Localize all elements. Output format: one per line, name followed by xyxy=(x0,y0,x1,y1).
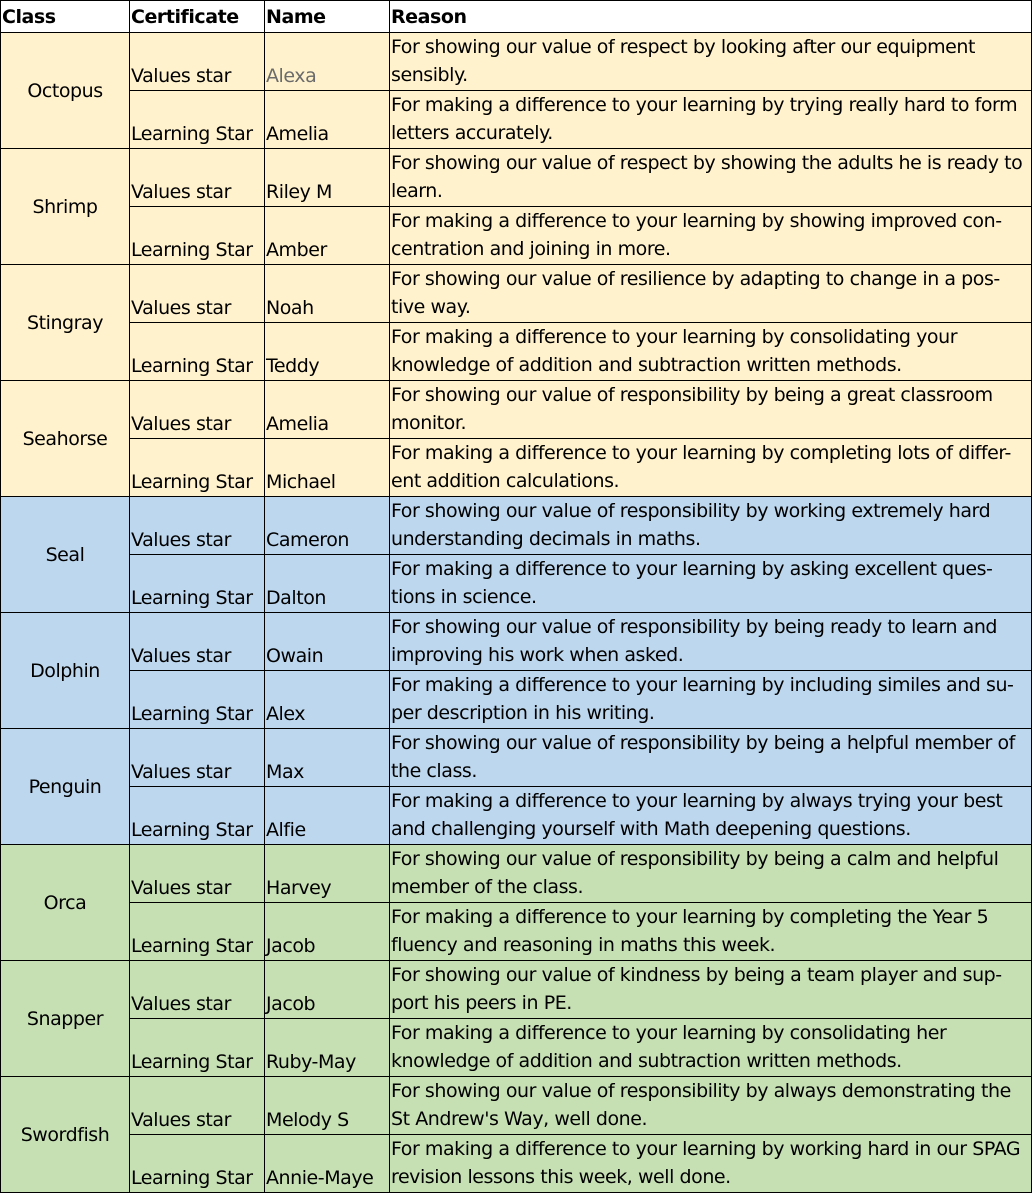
table-row xyxy=(1,1077,1032,1135)
name-cell: Alex xyxy=(265,671,390,729)
table-row xyxy=(1,845,1032,903)
table-row xyxy=(1,207,1032,265)
header-name: Name xyxy=(265,1,390,33)
name-cell: Harvey xyxy=(265,845,390,903)
certificate-cell: Learning Star xyxy=(130,323,265,381)
table-row xyxy=(1,903,1032,961)
certificate-cell: Learning Star xyxy=(130,1019,265,1077)
reason-cell: For showing our value of responsibility by being a great classroom monitor. xyxy=(390,381,1032,439)
reason-cell: For making a difference to your learning by working hard in our SPAG revision lessons this week, well done. xyxy=(390,1135,1032,1193)
reason-cell: For making a difference to your learning by consolidating her knowledge of addition and subtraction written methods. xyxy=(390,1019,1032,1077)
name-cell: Amber xyxy=(265,207,390,265)
class-cell: Seahorse xyxy=(1,381,130,497)
reason-cell: For making a difference to your learning by completing lots of differ-ent addition calculations. xyxy=(390,439,1032,497)
certificate-cell: Values star xyxy=(130,265,265,323)
class-cell: Stingray xyxy=(1,265,130,381)
reason-cell: For showing our value of respect by looking after our equipment sensibly. xyxy=(390,33,1032,91)
table-row xyxy=(1,91,1032,149)
certificate-cell: Learning Star xyxy=(130,207,265,265)
reason-cell: For making a difference to your learning by consolidating your knowledge of addition and subtraction written methods. xyxy=(390,323,1032,381)
table-body xyxy=(1,33,1032,1193)
table-row xyxy=(1,33,1032,91)
name-cell: Melody S xyxy=(265,1077,390,1135)
certificate-cell: Learning Star xyxy=(130,787,265,845)
table-row xyxy=(1,1019,1032,1077)
table-row xyxy=(1,497,1032,555)
table-row xyxy=(1,613,1032,671)
name-cell: Ruby-May xyxy=(265,1019,390,1077)
table-row xyxy=(1,381,1032,439)
class-cell: Snapper xyxy=(1,961,130,1077)
reason-cell: For showing our value of responsibility by always demonstrating the St Andrew's Way, well done. xyxy=(390,1077,1032,1135)
name-cell: Owain xyxy=(265,613,390,671)
table-row xyxy=(1,265,1032,323)
class-cell: Orca xyxy=(1,845,130,961)
reason-cell: For showing our value of responsibility by being a calm and helpful member of the class. xyxy=(390,845,1032,903)
name-cell: Alfie xyxy=(265,787,390,845)
table-row xyxy=(1,555,1032,613)
certificate-cell: Values star xyxy=(130,729,265,787)
name-cell: Annie-Maye xyxy=(265,1135,390,1193)
class-cell: Seal xyxy=(1,497,130,613)
name-cell: Teddy xyxy=(265,323,390,381)
table-row xyxy=(1,149,1032,207)
name-cell: Jacob xyxy=(265,903,390,961)
reason-cell: For making a difference to your learning by trying really hard to form letters accurately. xyxy=(390,91,1032,149)
table-row xyxy=(1,323,1032,381)
reason-cell: For making a difference to your learning by showing improved con-centration and joining in more. xyxy=(390,207,1032,265)
name-cell: Amelia xyxy=(265,381,390,439)
reason-cell: For showing our value of kindness by being a team player and sup-port his peers in PE. xyxy=(390,961,1032,1019)
table-row xyxy=(1,787,1032,845)
name-cell: Alexa xyxy=(265,33,390,91)
table-row xyxy=(1,439,1032,497)
class-cell: Dolphin xyxy=(1,613,130,729)
certificate-cell: Learning Star xyxy=(130,671,265,729)
class-cell: Swordfish xyxy=(1,1077,130,1193)
header-reason: Reason xyxy=(390,1,1032,33)
name-cell: Max xyxy=(265,729,390,787)
certificate-cell: Learning Star xyxy=(130,903,265,961)
header-row xyxy=(1,1,1032,33)
table-row xyxy=(1,671,1032,729)
reason-cell: For showing our value of responsibility by working extremely hard understanding decimals in maths. xyxy=(390,497,1032,555)
certificate-cell: Learning Star xyxy=(130,1135,265,1193)
reason-cell: For making a difference to your learning by always trying your best and challenging yourself with Math deepening questions. xyxy=(390,787,1032,845)
class-cell: Shrimp xyxy=(1,149,130,265)
name-cell: Riley M xyxy=(265,149,390,207)
header-class: Class xyxy=(1,1,130,33)
certificate-cell: Learning Star xyxy=(130,555,265,613)
table-header xyxy=(1,1,1032,33)
certificate-cell: Learning Star xyxy=(130,439,265,497)
name-cell: Noah xyxy=(265,265,390,323)
certificate-cell: Values star xyxy=(130,497,265,555)
class-cell: Penguin xyxy=(1,729,130,845)
certificate-cell: Values star xyxy=(130,1077,265,1135)
name-cell: Michael xyxy=(265,439,390,497)
certificate-cell: Values star xyxy=(130,961,265,1019)
certificate-cell: Values star xyxy=(130,613,265,671)
certificate-cell: Values star xyxy=(130,33,265,91)
reason-cell: For making a difference to your learning by including similes and su-per description in his writing. xyxy=(390,671,1032,729)
certificate-cell: Values star xyxy=(130,845,265,903)
certificate-cell: Values star xyxy=(130,381,265,439)
header-certificate: Certificate xyxy=(130,1,265,33)
table-row xyxy=(1,729,1032,787)
certificate-cell: Learning Star xyxy=(130,91,265,149)
reason-cell: For showing our value of respect by showing the adults he is ready to learn. xyxy=(390,149,1032,207)
name-cell: Jacob xyxy=(265,961,390,1019)
reason-cell: For showing our value of responsibility by being ready to learn and improving his work when asked. xyxy=(390,613,1032,671)
table-row xyxy=(1,961,1032,1019)
reason-cell: For showing our value of responsibility by being a helpful member of the class. xyxy=(390,729,1032,787)
name-cell: Dalton xyxy=(265,555,390,613)
certificate-cell: Values star xyxy=(130,149,265,207)
table-row xyxy=(1,1135,1032,1193)
name-cell: Amelia xyxy=(265,91,390,149)
name-cell: Cameron xyxy=(265,497,390,555)
reason-cell: For showing our value of resilience by adapting to change in a pos-tive way. xyxy=(390,265,1032,323)
class-cell: Octopus xyxy=(1,33,130,149)
reason-cell: For making a difference to your learning by completing the Year 5 fluency and reasoning in maths this week. xyxy=(390,903,1032,961)
reason-cell: For making a difference to your learning by asking excellent ques-tions in science. xyxy=(390,555,1032,613)
